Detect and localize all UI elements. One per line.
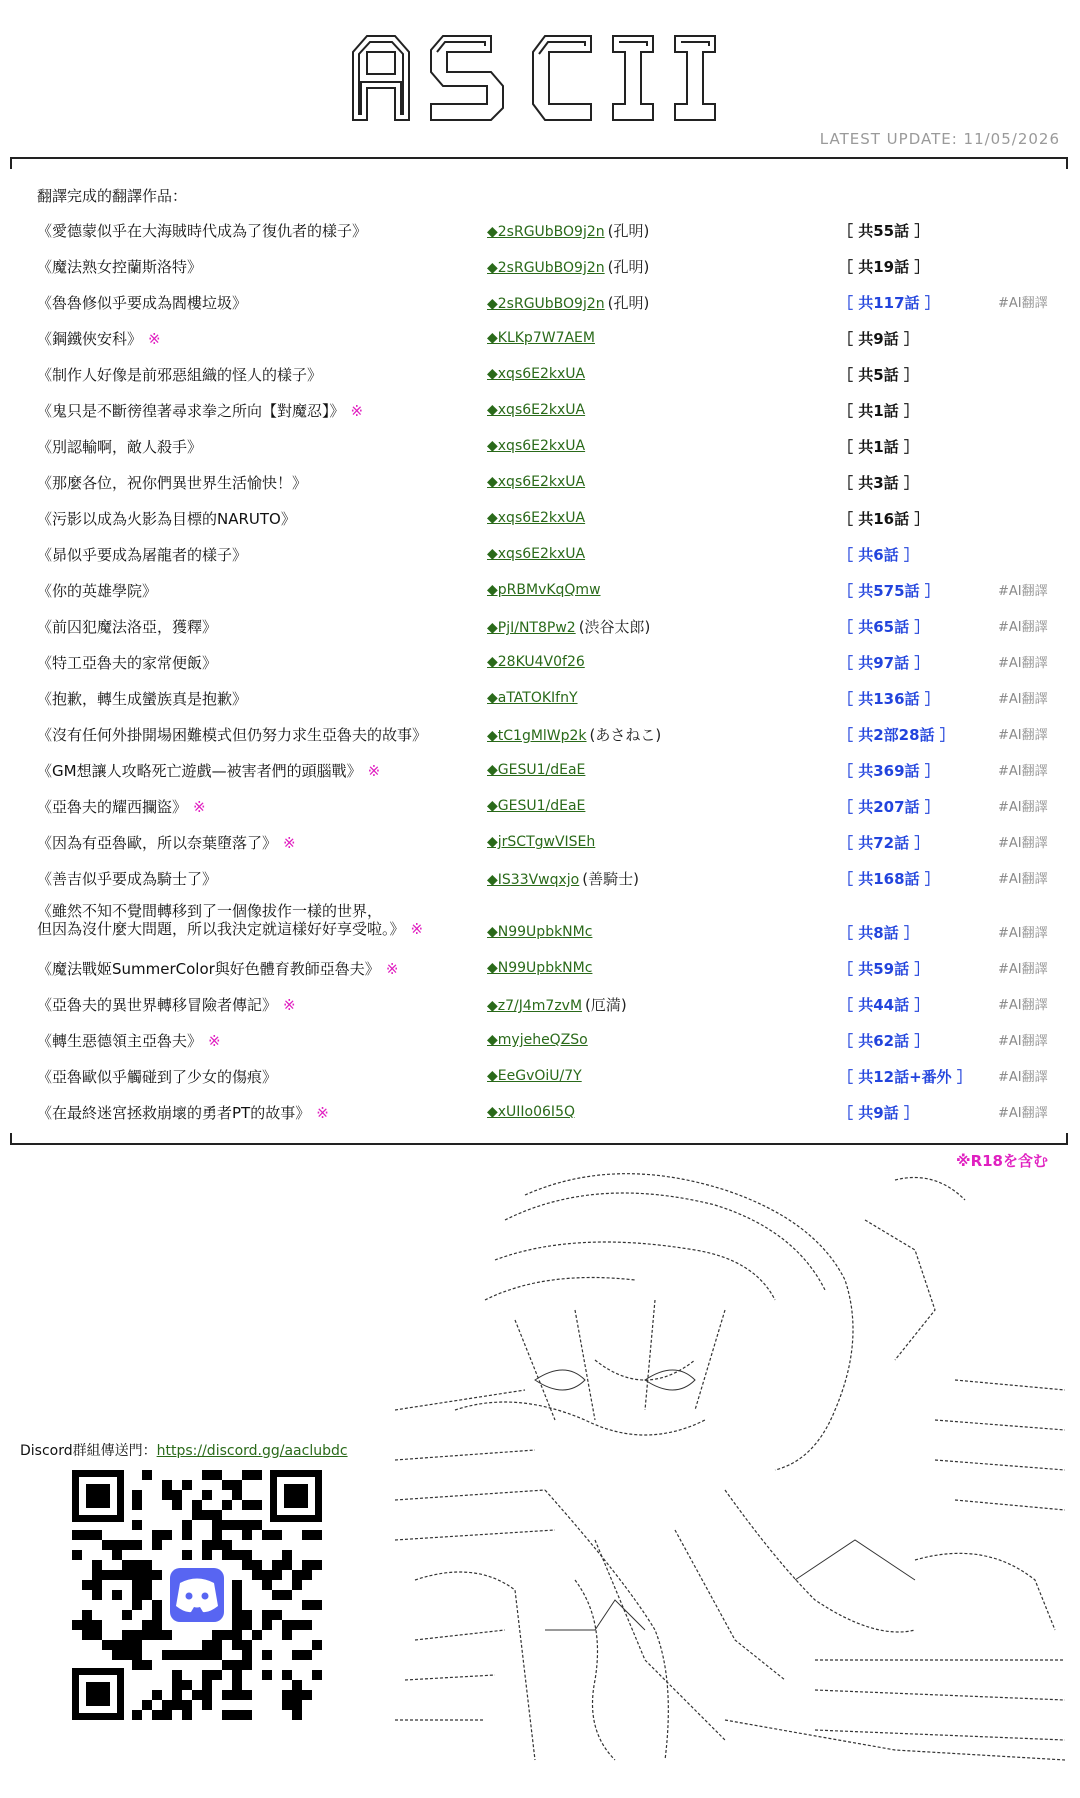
translator-name: (善騎士) — [582, 870, 639, 888]
work-row — [0, 688, 1080, 720]
translator — [487, 796, 585, 814]
translator-trip-link[interactable]: ◆xqs6E2kxUA — [487, 510, 586, 526]
translator — [487, 724, 661, 745]
translator-trip-link[interactable]: ◆EeGvOiU/7Y — [487, 1068, 582, 1084]
ai-translation-tag: #AI翻譯 — [998, 1034, 1048, 1049]
work-title-text[interactable]: 《特工亞魯夫的家常便飯》 — [37, 654, 218, 672]
ai-translation-tag: #AI翻譯 — [998, 800, 1048, 815]
work-title — [37, 328, 161, 349]
work-row — [0, 868, 1080, 900]
translator — [487, 220, 649, 241]
translator — [487, 544, 585, 562]
work-title-text[interactable]: 《亞魯夫的耀西攔盜》 — [37, 798, 188, 816]
episode-count: ［ 共117話 ］ — [838, 294, 940, 312]
r18-mark: ※ — [193, 798, 206, 816]
work-title-text[interactable]: 《GM想讓人攻略死亡遊戲—被害者們的頭腦戰》 — [37, 762, 362, 780]
work-title — [37, 580, 157, 601]
translator-trip-link[interactable]: ◆N99UpbkNMc — [487, 924, 593, 940]
translator-trip-link[interactable]: ◆KLKp7W7AEM — [487, 330, 595, 346]
translator-name: (孔明) — [607, 222, 650, 240]
translator-trip-link[interactable]: ◆N99UpbkNMc — [487, 960, 593, 976]
episode-count: ［ 共5話 ］ — [838, 366, 919, 384]
ai-translation-tag: #AI翻譯 — [998, 1070, 1048, 1085]
episode-count: ［ 共136話 ］ — [838, 690, 940, 708]
episode-count: ［ 共6話 ］ — [838, 546, 919, 564]
work-row — [0, 994, 1080, 1026]
work-title — [37, 472, 307, 493]
translator-trip-link[interactable]: ◆myjeheQZSo — [487, 1032, 588, 1048]
episode-count: ［ 共59話 ］ — [838, 960, 930, 978]
work-title — [37, 616, 217, 637]
translator-trip-link[interactable]: ◆xqs6E2kxUA — [487, 366, 586, 382]
ai-translation-tag: #AI翻譯 — [998, 872, 1048, 887]
work-row — [0, 832, 1080, 864]
translator-trip-link[interactable]: ◆jrSCTgwVISEh — [487, 834, 596, 850]
work-title-text[interactable]: 《魔法熟女控蘭斯洛特》 — [37, 258, 203, 276]
translator-trip-link[interactable]: ◆GESU1/dEaE — [487, 762, 586, 778]
work-row — [0, 1066, 1080, 1098]
episode-count: ［ 共55話 ］ — [838, 222, 930, 240]
work-title-text[interactable]: 《昴似乎要成為屠龍者的樣子》 — [37, 546, 248, 564]
translator-trip-link[interactable]: ◆xqs6E2kxUA — [487, 474, 586, 490]
work-title — [37, 688, 247, 709]
translator — [487, 832, 595, 850]
translator — [487, 868, 639, 889]
work-row — [0, 256, 1080, 288]
work-row — [0, 436, 1080, 468]
work-title-line: 《雖然不知不覺間轉移到了一個像拔作一樣的世界， — [37, 902, 383, 920]
translator-name: (あさねこ) — [589, 726, 662, 744]
episode-count: ［ 共72話 ］ — [838, 834, 930, 852]
work-title — [37, 400, 363, 421]
episode-count: ［ 共62話 ］ — [838, 1032, 930, 1050]
work-title-text[interactable]: 《抱歉，轉生成蠻族真是抱歉》 — [37, 690, 248, 708]
translator-trip-link[interactable]: ◆28KU4V0f26 — [487, 654, 585, 670]
work-title — [37, 544, 247, 565]
work-title — [37, 832, 296, 853]
translator — [487, 328, 595, 346]
translator — [487, 958, 592, 976]
translator — [487, 472, 585, 490]
translator — [487, 508, 585, 526]
translator-trip-link[interactable]: ◆xqs6E2kxUA — [487, 438, 586, 454]
work-row — [0, 364, 1080, 396]
work-title-text[interactable]: 《那麼各位，祝你們異世界生活愉快！》 — [37, 474, 308, 492]
r18-mark: ※ — [208, 1032, 221, 1050]
work-title-text[interactable]: 《因為有亞魯歐，所以奈葉墮落了》 — [37, 834, 278, 852]
episode-count: ［ 共3話 ］ — [838, 474, 919, 492]
ai-translation-tag: #AI翻譯 — [998, 620, 1048, 635]
site-header — [0, 0, 1080, 148]
work-title-text[interactable]: 《鋼鐵俠安科》 — [37, 330, 143, 348]
episode-count: ［ 共12話+番外 ］ — [838, 1068, 972, 1086]
work-title — [37, 902, 423, 938]
r18-mark: ※ — [283, 834, 296, 852]
episode-count: ［ 共9話 ］ — [838, 1104, 919, 1122]
work-row — [0, 958, 1080, 990]
translator — [487, 580, 601, 598]
work-row — [0, 580, 1080, 612]
work-row — [0, 796, 1080, 828]
translator-trip-link[interactable]: ◆IS33Vwqxjo — [487, 872, 580, 888]
work-title — [37, 868, 217, 889]
r18-mark: ※ — [385, 960, 399, 978]
ai-translation-tag: #AI翻譯 — [998, 656, 1048, 671]
r18-mark: ※ — [148, 330, 161, 348]
work-title-line: 但因為沒什麼大問題，所以我決定就這樣好好享受啦。》 ※ — [37, 920, 424, 938]
work-row — [0, 292, 1080, 324]
work-row — [0, 508, 1080, 540]
work-title-text[interactable]: 《你的英雄學院》 — [37, 582, 158, 600]
work-title — [37, 220, 367, 241]
episode-count: ［ 共575話 ］ — [838, 582, 940, 600]
episode-count: ［ 共44話 ］ — [838, 996, 930, 1014]
translator-trip-link[interactable]: ◆xUIIo06I5Q — [487, 1104, 575, 1120]
discord-qr-code — [72, 1470, 322, 1720]
work-title-text[interactable]: 《魔法戰姬SummerColor與好色體育教師亞魯夫》 — [37, 960, 380, 978]
r18-note: ※R18を含む — [955, 1152, 1048, 1170]
episode-count: ［ 共9話 ］ — [838, 330, 919, 348]
work-title — [37, 1030, 221, 1051]
work-title — [37, 256, 202, 277]
discord-link[interactable]: https://discord.gg/aaclubdc — [156, 1443, 348, 1459]
ai-translation-tag: #AI翻譯 — [998, 1106, 1048, 1121]
translator-trip-link[interactable]: ◆GESU1/dEaE — [487, 798, 586, 814]
translator-trip-link[interactable]: ◆pRBMvKqQmw — [487, 582, 601, 598]
translator — [487, 1102, 575, 1120]
work-row — [0, 616, 1080, 648]
work-title-text[interactable]: 《別認輸啊，敵人殺手》 — [37, 438, 203, 456]
work-title-text[interactable]: 《亞魯歐似乎觸碰到了少女的傷痕》 — [37, 1068, 278, 1086]
work-title — [37, 724, 427, 745]
work-title — [37, 364, 322, 385]
ai-translation-tag: #AI翻譯 — [998, 926, 1048, 941]
episode-count: ［ 共2部28話 ］ — [838, 726, 955, 744]
work-row — [0, 724, 1080, 756]
r18-mark: ※ — [283, 996, 296, 1014]
work-row — [0, 472, 1080, 504]
ai-translation-tag: #AI翻譯 — [998, 728, 1048, 743]
translator — [487, 400, 585, 418]
episode-count: ［ 共1話 ］ — [838, 402, 919, 420]
discord-label-text: Discord群組傳送門： — [20, 1443, 157, 1459]
episode-count: ［ 共65話 ］ — [838, 618, 930, 636]
translator-trip-link[interactable]: ◆z7/J4m7zvM — [487, 998, 583, 1014]
episode-count: ［ 共207話 ］ — [838, 798, 940, 816]
translator-name: (渋谷太郎) — [578, 618, 651, 636]
discord-label — [20, 1440, 348, 1460]
translator-trip-link[interactable]: ◆2sRGUbBO9j2n — [487, 260, 605, 276]
work-title — [37, 994, 296, 1015]
episode-count: ［ 共8話 ］ — [838, 924, 919, 942]
ai-translation-tag: #AI翻譯 — [998, 584, 1048, 599]
translator — [487, 1030, 588, 1048]
translator — [487, 760, 585, 778]
translator-name: (孔明) — [607, 294, 650, 312]
work-title — [37, 436, 202, 457]
work-row — [0, 220, 1080, 252]
translator — [487, 1066, 582, 1084]
translator-name: (孔明) — [607, 258, 650, 276]
work-title-text[interactable]: 《沒有任何外掛開場困難模式但仍努力求生亞魯夫的故事》 — [37, 726, 428, 744]
work-title — [37, 1066, 277, 1087]
ai-translation-tag: #AI翻譯 — [998, 764, 1048, 779]
translator — [487, 256, 649, 277]
work-row — [0, 652, 1080, 684]
work-title-text[interactable]: 《亞魯夫的異世界轉移冒險者傳記》 — [37, 996, 278, 1014]
translator — [487, 292, 649, 313]
episode-count: ［ 共19話 ］ — [838, 258, 930, 276]
ai-translation-tag: #AI翻譯 — [998, 962, 1048, 977]
work-row — [0, 544, 1080, 576]
r18-mark: ※ — [316, 1104, 329, 1122]
ai-translation-tag: #AI翻譯 — [998, 998, 1048, 1013]
episode-count: ［ 共168話 ］ — [838, 870, 940, 888]
work-row — [0, 400, 1080, 432]
work-title-text[interactable]: 《善吉似乎要成為騎士了》 — [37, 870, 218, 888]
translator-trip-link[interactable]: ◆aTATOKIfnY — [487, 690, 578, 706]
ascii-art-illustration — [395, 1160, 1065, 1765]
work-title — [37, 292, 247, 313]
translator-trip-link[interactable]: ◆xqs6E2kxUA — [487, 546, 586, 562]
episode-count: ［ 共1話 ］ — [838, 438, 919, 456]
work-title-text[interactable]: 《在最終迷宮拯救崩壞的勇者PT的故事》 — [37, 1104, 311, 1122]
r18-mark: ※ — [410, 920, 424, 938]
r18-mark: ※ — [367, 762, 381, 780]
ascii-logo — [345, 30, 735, 125]
translator-trip-link[interactable]: ◆2sRGUbBO9j2n — [487, 224, 605, 240]
work-title-text[interactable]: 《轉生惡德領主亞魯夫》 — [37, 1032, 203, 1050]
latest-update: LATEST UPDATE: 11/05/2026 — [819, 130, 1060, 148]
episode-count: ［ 共369話 ］ — [838, 762, 940, 780]
work-title-text[interactable]: 《污影以成為火影為目標的NARUTO》 — [37, 510, 296, 528]
work-title-text[interactable]: 《愛德蒙似乎在大海賊時代成為了復仇者的樣子》 — [37, 222, 368, 240]
work-title — [37, 796, 206, 817]
intro-text: 翻譯完成的翻譯作品： — [37, 187, 188, 205]
translator — [487, 922, 592, 940]
work-row — [0, 328, 1080, 360]
translator-trip-link[interactable]: ◆2sRGUbBO9j2n — [487, 296, 605, 312]
translator — [487, 364, 585, 382]
translator — [487, 616, 650, 637]
translator-trip-link[interactable]: ◆PjI/NT8Pw2 — [487, 620, 576, 636]
work-title — [37, 958, 398, 979]
translator-trip-link[interactable]: ◆xqs6E2kxUA — [487, 402, 586, 418]
work-title — [37, 652, 217, 673]
ai-translation-tag: #AI翻譯 — [998, 836, 1048, 851]
work-title-text[interactable]: 《鬼只是不斷徬徨著尋求拳之所向【對魔忍】》 — [37, 402, 345, 420]
work-title-text[interactable]: 《魯魯修似乎要成為閻樓垃圾》 — [37, 294, 248, 312]
work-title-text[interactable]: 《前囚犯魔法洛亞，獲釋》 — [37, 618, 218, 636]
work-title — [37, 1102, 329, 1123]
work-title — [37, 508, 296, 529]
r18-mark: ※ — [350, 402, 364, 420]
translator-name: (厄満) — [585, 996, 627, 1014]
translator — [487, 652, 585, 670]
work-title — [37, 760, 380, 781]
episode-count: ［ 共16話 ］ — [838, 510, 930, 528]
episode-count: ［ 共97話 ］ — [838, 654, 930, 672]
ai-translation-tag: #AI翻譯 — [998, 692, 1048, 707]
ai-translation-tag: #AI翻譯 — [998, 296, 1048, 311]
translator — [487, 994, 627, 1015]
work-title-text[interactable]: 《制作人好像是前邪惡組織的怪人的樣子》 — [37, 366, 323, 384]
work-row — [0, 1030, 1080, 1062]
translator — [487, 688, 578, 706]
translator-trip-link[interactable]: ◆tC1gMlWp2k — [487, 728, 587, 744]
work-row — [0, 902, 1080, 954]
work-row — [0, 760, 1080, 792]
work-row — [0, 1102, 1080, 1134]
translator — [487, 436, 585, 454]
